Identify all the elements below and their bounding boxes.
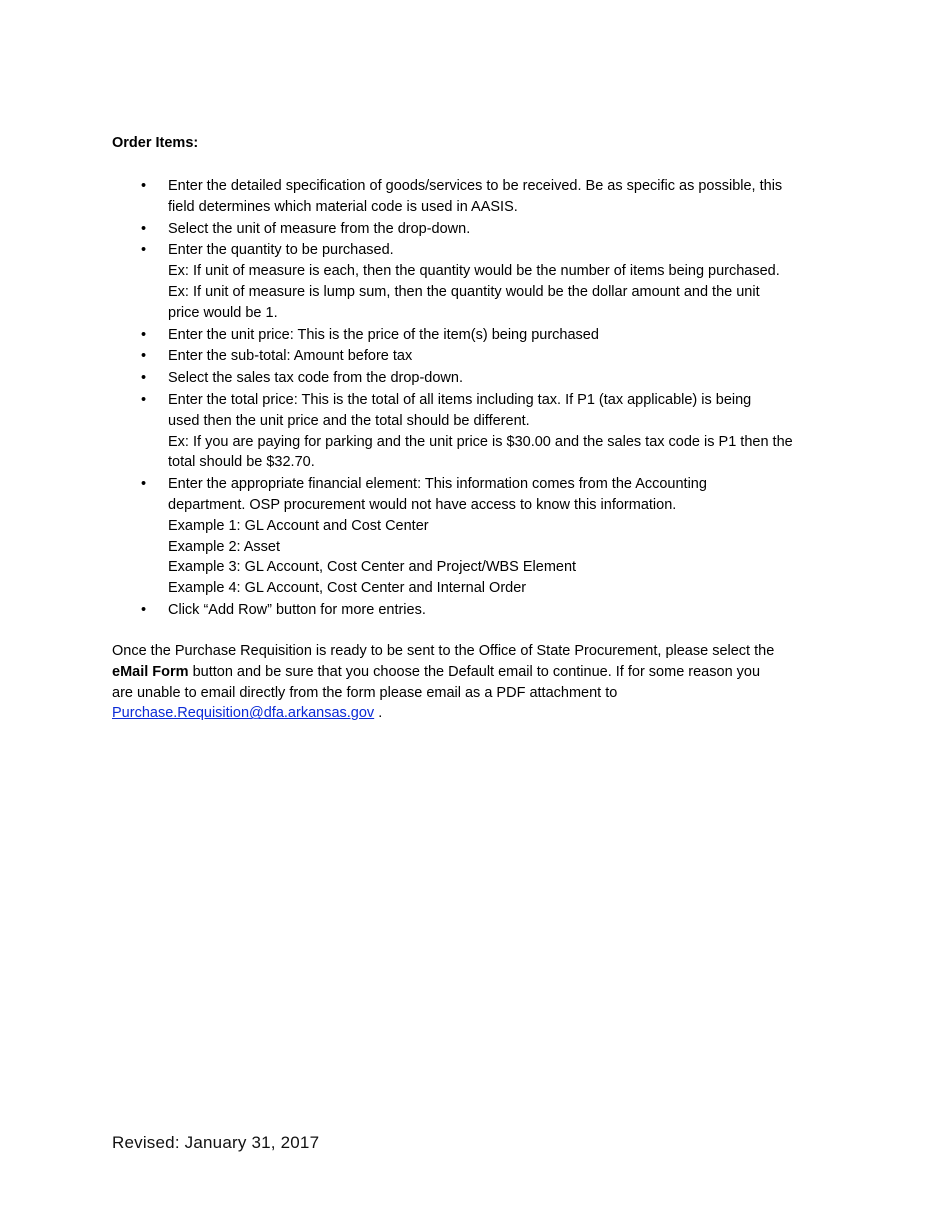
list-item-text: used then the unit price and the total should be different.: [168, 412, 530, 429]
list-item-text: price would be 1.: [168, 304, 278, 321]
closing-text-2: button and be sure that you choose the Default email to continue. If for some reason you: [188, 663, 761, 680]
list-item: [112, 176, 842, 218]
list-item-text: total should be $32.70.: [168, 454, 315, 471]
list-item: [112, 240, 842, 323]
closing-paragraph: [112, 641, 842, 724]
list-item: [112, 600, 842, 621]
list-item-text: Ex: If unit of measure is lump sum, then the quantity would be the dollar amount and the unit: [168, 283, 760, 300]
list-item: [112, 474, 842, 599]
list-item-text: Enter the sub-total: Amount before tax: [168, 348, 413, 365]
list-item: [112, 346, 842, 367]
list-item-text: Example 3: GL Account, Cost Center and Project/WBS Element: [168, 559, 577, 576]
email-form-label: eMail Form: [112, 663, 189, 680]
list-item-text: department. OSP procurement would not have access to know this information.: [168, 496, 677, 513]
revised-date: Revised: January 31, 2017: [112, 1133, 320, 1152]
bullet-icon: •: [141, 178, 147, 194]
list-item: [112, 390, 842, 473]
bullet-icon: •: [141, 220, 147, 237]
closing-text-3: are unable to email directly from the form please email as a PDF attachment to: [112, 684, 618, 701]
list-item-text: Click “Add Row” button for more entries.: [168, 601, 426, 618]
bullet-icon: •: [141, 370, 147, 387]
list-item-text: Enter the unit price: This is the price of the item(s) being purchased: [168, 326, 599, 343]
list-item-text: Enter the appropriate financial element: This information comes from the Accounting: [168, 476, 707, 493]
list-item-text: Enter the quantity to be purchased.: [168, 242, 394, 259]
closing-text-1: Once the Purchase Requisition is ready to be sent to the Office of State Procurement, please select the: [112, 643, 775, 659]
bullet-icon: •: [141, 326, 147, 343]
list-item-text: Select the unit of measure from the drop-down.: [168, 220, 471, 237]
list-item: [112, 325, 842, 346]
list-item-text: Example 1: GL Account and Cost Center: [168, 517, 429, 534]
bullet-icon: •: [141, 348, 147, 365]
instructions-list: [112, 176, 842, 622]
list-item-text: Select the sales tax code from the drop-down.: [168, 370, 463, 387]
list-item-text: Example 4: GL Account, Cost Center and Internal Order: [168, 580, 527, 597]
closing-tail: .: [374, 705, 383, 722]
list-item-text: Enter the total price: This is the total of all items including tax. If P1 (tax applicable) is being: [168, 391, 752, 408]
list-item-text: Ex: If unit of measure is each, then the quantity would be the number of items being purchased.: [168, 263, 780, 280]
list-item: [112, 368, 842, 389]
list-item: [112, 219, 842, 240]
order-items-heading: Order Items:: [112, 135, 199, 151]
list-item-text: Example 2: Asset: [168, 538, 281, 555]
bullet-icon: •: [141, 476, 147, 493]
list-item-text: Ex: If you are paying for parking and the unit price is $30.00 and the sales tax code is P1 then the: [168, 433, 793, 450]
email-link[interactable]: Purchase.Requisition@dfa.arkansas.gov: [112, 705, 375, 722]
bullet-icon: •: [141, 601, 147, 618]
bullet-icon: •: [141, 242, 147, 259]
bullet-icon: •: [141, 391, 147, 408]
list-item-text: field determines which material code is used in AASIS.: [168, 198, 518, 215]
list-item-text: Enter the detailed specification of goods/services to be received. Be as specific as possible, this: [168, 178, 783, 194]
